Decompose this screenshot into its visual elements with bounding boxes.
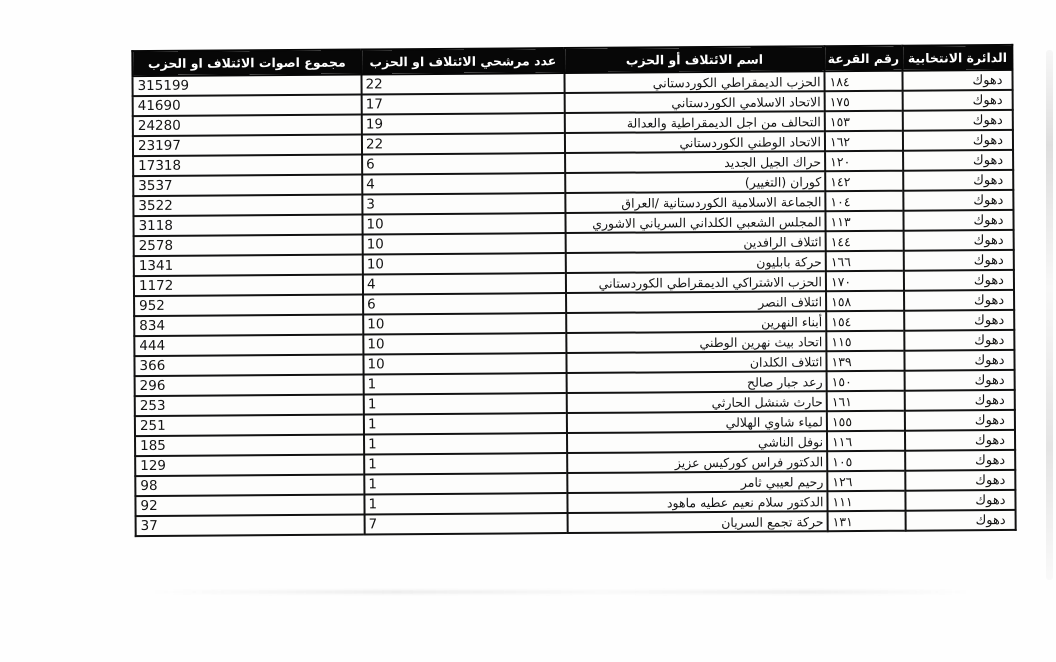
candidates-count-cell: 1 <box>364 453 567 474</box>
total-votes-cell: 952 <box>134 294 363 316</box>
coalition-name-cell: الاتحاد الاسلامي الكوردستاني <box>565 91 825 113</box>
district-cell: دهوك <box>904 270 1014 291</box>
district-cell: دهوك <box>904 290 1014 311</box>
candidates-count-cell: 1 <box>364 413 567 434</box>
lottery-number-cell: ١٥٠ <box>827 371 905 392</box>
district-cell: دهوك <box>903 150 1013 171</box>
lottery-number-cell: ١١٣ <box>825 211 903 232</box>
coalition-name-cell: المجلس الشعبي الكلداني السرياني الاشوري <box>565 211 825 233</box>
district-cell: دهوك <box>903 210 1013 231</box>
lottery-number-cell: ١٥٣ <box>825 111 903 132</box>
header-total-votes: مجموع اصوات الائتلاف او الحزب <box>132 49 361 76</box>
total-votes-cell: 92 <box>135 494 364 516</box>
district-cell: دهوك <box>903 130 1013 151</box>
candidates-count-cell: 10 <box>362 213 565 234</box>
candidates-count-cell: 6 <box>363 293 566 314</box>
candidates-count-cell: 10 <box>363 253 566 274</box>
candidates-count-cell: 10 <box>363 313 566 334</box>
coalition-name-cell: رعد جبار صالح <box>567 371 827 393</box>
coalition-name-cell: اتحاد بيث نهرين الوطني <box>566 331 826 353</box>
results-table-container <box>131 44 1014 537</box>
district-cell: دهوك <box>904 330 1014 351</box>
total-votes-cell: 37 <box>136 514 365 536</box>
candidates-count-cell: 1 <box>364 433 567 454</box>
district-cell: دهوك <box>904 350 1014 371</box>
lottery-number-cell: ١٤٤ <box>826 231 904 252</box>
total-votes-cell: 129 <box>135 454 364 476</box>
district-cell: دهوك <box>904 250 1014 271</box>
district-cell: دهوك <box>903 190 1013 211</box>
district-cell: دهوك <box>905 490 1015 511</box>
candidates-count-cell: 1 <box>364 473 567 494</box>
district-cell: دهوك <box>905 450 1015 471</box>
candidates-count-cell: 1 <box>364 373 567 394</box>
candidates-count-cell: 10 <box>363 233 566 254</box>
district-cell: دهوك <box>905 390 1015 411</box>
lottery-number-cell: ١٣١ <box>828 511 906 532</box>
candidates-count-cell: 19 <box>362 113 565 134</box>
district-cell: دهوك <box>905 370 1015 391</box>
lottery-number-cell: ١٥٥ <box>827 411 905 432</box>
total-votes-cell: 41690 <box>133 94 362 116</box>
total-votes-cell: 24280 <box>133 114 362 136</box>
total-votes-cell: 1172 <box>134 274 363 296</box>
candidates-count-cell: 22 <box>362 133 565 154</box>
total-votes-cell: 3522 <box>133 194 362 216</box>
coalition-name-cell: حراك الجيل الجديد <box>565 151 825 173</box>
coalition-name-cell: نوفل الناشي <box>567 431 827 453</box>
candidates-count-cell: 7 <box>365 513 568 534</box>
coalition-name-cell: الدكتور سلام نعيم عطيه ماهود <box>567 491 827 513</box>
table-body <box>132 70 1015 536</box>
scan-streak-artifact <box>150 590 970 594</box>
candidates-count-cell: 1 <box>364 393 567 414</box>
coalition-name-cell: حركة بابليون <box>566 251 826 273</box>
candidates-count-cell: 4 <box>362 173 565 194</box>
total-votes-cell: 834 <box>134 314 363 336</box>
coalition-name-cell: حارث شنشل الحارثي <box>567 391 827 413</box>
total-votes-cell: 251 <box>135 414 364 436</box>
lottery-number-cell: ١٥٤ <box>826 311 904 332</box>
lottery-number-cell: ١٣٩ <box>826 351 904 372</box>
lottery-number-cell: ١١٥ <box>826 331 904 352</box>
total-votes-cell: 23197 <box>133 134 362 156</box>
district-cell: دهوك <box>905 430 1015 451</box>
coalition-name-cell: ائتلاف الكلدان <box>566 351 826 373</box>
lottery-number-cell: ١٦١ <box>827 391 905 412</box>
district-cell: دهوك <box>905 410 1015 431</box>
coalition-name-cell: الجماعة الاسلامية الكوردستانية /العراق <box>565 191 825 213</box>
coalition-name-cell: لمياء شاوي الهلالي <box>567 411 827 433</box>
candidates-count-cell: 17 <box>362 93 565 114</box>
candidates-count-cell: 6 <box>362 153 565 174</box>
coalition-name-cell: الحزب الاشتراكي الديمقراطي الكوردستاني <box>566 271 826 293</box>
candidates-count-cell: 1 <box>364 493 567 514</box>
coalition-name-cell: الحزب الديمقراطي الكوردستاني <box>564 71 824 93</box>
total-votes-cell: 3537 <box>133 174 362 196</box>
district-cell: دهوك <box>906 510 1016 531</box>
candidates-count-cell: 10 <box>363 333 566 354</box>
lottery-number-cell: ١١١ <box>827 491 905 512</box>
coalition-name-cell: الدكتور فراس كوركيس عزيز <box>567 451 827 473</box>
results-table <box>131 44 1016 537</box>
coalition-name-cell: كوران (التغيير) <box>565 171 825 193</box>
lottery-number-cell: ١٠٤ <box>825 191 903 212</box>
total-votes-cell: 17318 <box>133 154 362 176</box>
coalition-name-cell: التحالف من اجل الديمقراطية والعدالة <box>565 111 825 133</box>
lottery-number-cell: ١٢٦ <box>827 471 905 492</box>
district-cell: دهوك <box>905 470 1015 491</box>
lottery-number-cell: ١٧٠ <box>826 271 904 292</box>
header-coalition-name: اسم الائتلاف أو الحزب <box>564 46 824 73</box>
district-cell: دهوك <box>904 310 1014 331</box>
lottery-number-cell: ١٢٠ <box>825 151 903 172</box>
coalition-name-cell: الاتحاد الوطني الكوردستاني <box>565 131 825 153</box>
header-candidates-count: عدد مرشحي الائتلاف او الحزب <box>361 48 564 74</box>
lottery-number-cell: ١٦٢ <box>825 131 903 152</box>
coalition-name-cell: ائتلاف الرافدين <box>566 231 826 253</box>
candidates-count-cell: 4 <box>363 273 566 294</box>
total-votes-cell: 253 <box>135 394 364 416</box>
lottery-number-cell: ١١٦ <box>827 431 905 452</box>
lottery-number-cell: ١٥٨ <box>826 291 904 312</box>
total-votes-cell: 185 <box>135 434 364 456</box>
candidates-count-cell: 22 <box>361 73 564 94</box>
total-votes-cell: 315199 <box>132 74 361 96</box>
total-votes-cell: 98 <box>135 474 364 496</box>
coalition-name-cell: رحيم لعيبي ثامر <box>567 471 827 493</box>
scan-edge-artifact <box>1046 50 1053 580</box>
total-votes-cell: 366 <box>134 354 363 376</box>
lottery-number-cell: ١٨٤ <box>824 71 902 92</box>
coalition-name-cell: ائتلاف النصر <box>566 291 826 313</box>
header-lottery-number: رقم القرعة <box>824 46 902 72</box>
lottery-number-cell: ١٠٥ <box>827 451 905 472</box>
total-votes-cell: 3118 <box>133 214 362 236</box>
lottery-number-cell: ١٧٥ <box>825 91 903 112</box>
header-electoral-district: الدائرة الانتخابية <box>902 45 1012 71</box>
district-cell: دهوك <box>904 230 1014 251</box>
total-votes-cell: 296 <box>135 374 364 396</box>
lottery-number-cell: ١٤٢ <box>825 171 903 192</box>
total-votes-cell: 444 <box>134 334 363 356</box>
district-cell: دهوك <box>902 70 1012 91</box>
coalition-name-cell: أبناء النهرين <box>566 311 826 333</box>
candidates-count-cell: 3 <box>362 193 565 214</box>
candidates-count-cell: 10 <box>363 353 566 374</box>
lottery-number-cell: ١٦٦ <box>826 251 904 272</box>
district-cell: دهوك <box>903 170 1013 191</box>
district-cell: دهوك <box>903 90 1013 111</box>
total-votes-cell: 2578 <box>134 234 363 256</box>
district-cell: دهوك <box>903 110 1013 131</box>
coalition-name-cell: حركة تجمع السريان <box>568 511 828 533</box>
total-votes-cell: 1341 <box>134 254 363 276</box>
